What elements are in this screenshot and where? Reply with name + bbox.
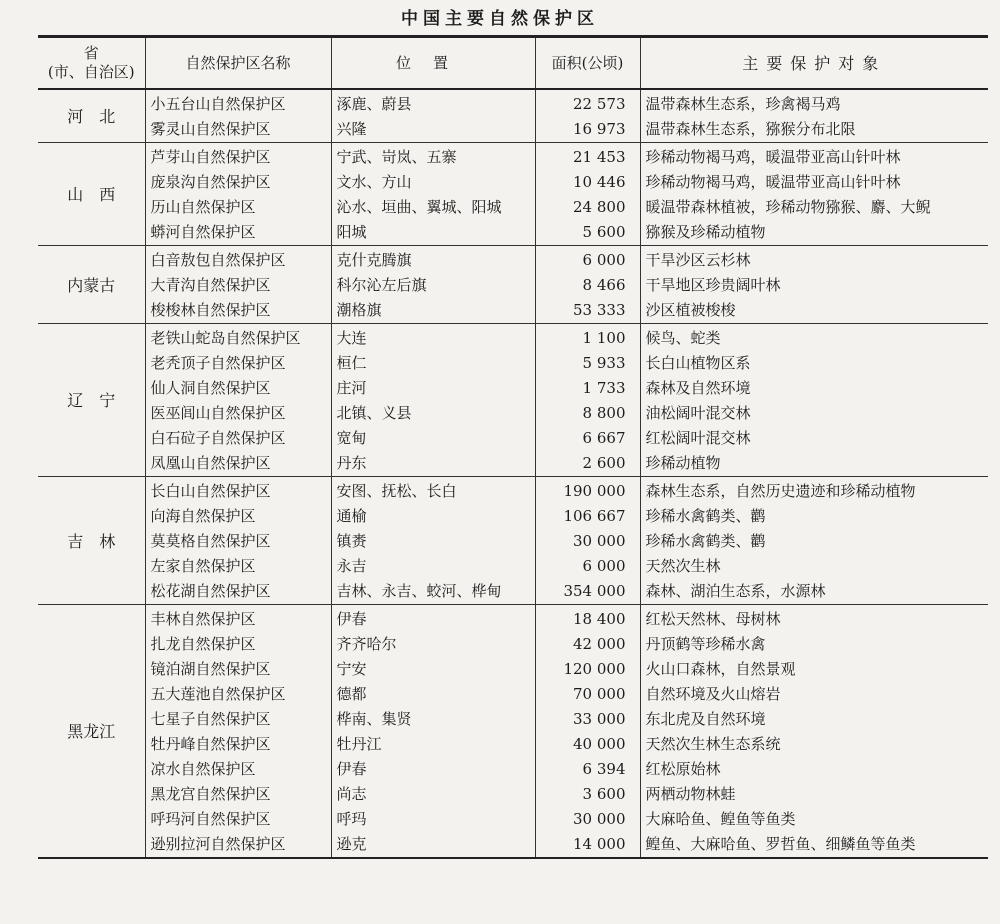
table-row <box>38 632 988 657</box>
table-row <box>38 426 988 451</box>
reserve-name-cell: 小五台山自然保护区 <box>145 89 331 117</box>
area-cell: 354 000 <box>535 579 640 605</box>
protected-objects-cell: 丹顶鹤等珍稀水禽 <box>640 632 988 657</box>
protected-objects-cell: 暖温带森林植被，珍稀动物猕猴、麝、大鲵 <box>640 195 988 220</box>
table-row <box>38 451 988 477</box>
protected-objects-cell: 温带森林生态系，猕猴分布北限 <box>640 117 988 143</box>
reserve-name-cell: 镜泊湖自然保护区 <box>145 657 331 682</box>
table-row <box>38 782 988 807</box>
table-row <box>38 529 988 554</box>
table-row <box>38 554 988 579</box>
reserve-name-cell: 蟒河自然保护区 <box>145 220 331 246</box>
location-cell: 丹东 <box>331 451 535 477</box>
reserve-name-cell: 牡丹峰自然保护区 <box>145 732 331 757</box>
table-row <box>38 401 988 426</box>
reserve-name-cell: 仙人洞自然保护区 <box>145 376 331 401</box>
location-column-header: 位置 <box>331 37 535 89</box>
protected-objects-cell: 珍稀水禽鹤类、鹳 <box>640 504 988 529</box>
area-cell: 3 600 <box>535 782 640 807</box>
reserve-name-cell: 五大莲池自然保护区 <box>145 682 331 707</box>
area-cell: 18 400 <box>535 604 640 632</box>
location-cell: 宁武、岢岚、五寨 <box>331 142 535 170</box>
table-row <box>38 323 988 351</box>
protected-objects-cell: 红松原始林 <box>640 757 988 782</box>
reserve-name-cell: 黑龙宫自然保护区 <box>145 782 331 807</box>
table-row <box>38 245 988 273</box>
location-cell: 尚志 <box>331 782 535 807</box>
nature-reserves-table <box>38 35 988 859</box>
table-row <box>38 604 988 632</box>
protected-objects-cell: 火山口森林，自然景观 <box>640 657 988 682</box>
location-cell: 庄河 <box>331 376 535 401</box>
table-row <box>38 273 988 298</box>
area-cell: 42 000 <box>535 632 640 657</box>
area-cell: 2 600 <box>535 451 640 477</box>
location-cell: 通榆 <box>331 504 535 529</box>
reserve-name-cell: 历山自然保护区 <box>145 195 331 220</box>
table-header <box>38 37 988 89</box>
province-cell: 河 北 <box>38 89 145 143</box>
reserve-name-cell: 凉水自然保护区 <box>145 757 331 782</box>
location-cell: 兴隆 <box>331 117 535 143</box>
area-cell: 30 000 <box>535 529 640 554</box>
table-row <box>38 89 988 117</box>
area-cell: 21 453 <box>535 142 640 170</box>
protected-objects-cell: 东北虎及自然环境 <box>640 707 988 732</box>
province-cell: 辽 宁 <box>38 323 145 476</box>
protected-objects-cell: 红松天然林、母树林 <box>640 604 988 632</box>
protected-objects-cell: 珍稀动物褐马鸡，暖温带亚高山针叶林 <box>640 170 988 195</box>
area-cell: 8 800 <box>535 401 640 426</box>
area-cell: 120 000 <box>535 657 640 682</box>
province-header-line2: (市、自治区) <box>47 62 135 81</box>
table-row <box>38 351 988 376</box>
location-cell: 宽甸 <box>331 426 535 451</box>
area-cell: 190 000 <box>535 476 640 504</box>
area-cell: 5 600 <box>535 220 640 246</box>
protected-objects-cell: 珍稀动植物 <box>640 451 988 477</box>
protected-objects-cell: 候鸟、蛇类 <box>640 323 988 351</box>
area-column-header: 面积(公顷) <box>535 37 640 89</box>
reserve-name-cell: 呼玛河自然保护区 <box>145 807 331 832</box>
province-column-header <box>38 37 145 89</box>
reserve-name-cell: 医巫闾山自然保护区 <box>145 401 331 426</box>
table-row <box>38 504 988 529</box>
location-cell: 吉林、永吉、蛟河、桦甸 <box>331 579 535 605</box>
table-row <box>38 682 988 707</box>
protected-objects-cell: 自然环境及火山熔岩 <box>640 682 988 707</box>
reserve-name-cell: 丰林自然保护区 <box>145 604 331 632</box>
area-cell: 30 000 <box>535 807 640 832</box>
province-cell: 吉 林 <box>38 476 145 604</box>
location-cell: 潮格旗 <box>331 298 535 324</box>
location-cell: 齐齐哈尔 <box>331 632 535 657</box>
area-cell: 6 394 <box>535 757 640 782</box>
table-row <box>38 376 988 401</box>
reserve-name-cell: 凤凰山自然保护区 <box>145 451 331 477</box>
area-cell: 8 466 <box>535 273 640 298</box>
location-cell: 大连 <box>331 323 535 351</box>
protected-objects-cell: 沙区植被梭梭 <box>640 298 988 324</box>
area-cell: 33 000 <box>535 707 640 732</box>
location-cell: 牡丹江 <box>331 732 535 757</box>
area-cell: 1 100 <box>535 323 640 351</box>
area-cell: 22 573 <box>535 89 640 117</box>
table-row <box>38 657 988 682</box>
area-cell: 14 000 <box>535 832 640 858</box>
reserve-name-cell: 左家自然保护区 <box>145 554 331 579</box>
table-row <box>38 732 988 757</box>
reserve-name-cell: 莫莫格自然保护区 <box>145 529 331 554</box>
page-title: 中国主要自然保护区 <box>401 9 599 29</box>
table-row <box>38 579 988 605</box>
table-row <box>38 807 988 832</box>
reserve-name-cell: 七星子自然保护区 <box>145 707 331 732</box>
table-row <box>38 220 988 246</box>
area-cell: 6 000 <box>535 554 640 579</box>
reserve-name-cell: 逊别拉河自然保护区 <box>145 832 331 858</box>
protected-objects-cell: 大麻哈鱼、鳇鱼等鱼类 <box>640 807 988 832</box>
protected-objects-cell: 森林生态系，自然历史遗迹和珍稀动植物 <box>640 476 988 504</box>
protected-objects-cell: 干旱沙区云杉林 <box>640 245 988 273</box>
province-cell: 黑龙江 <box>38 604 145 858</box>
location-cell: 永吉 <box>331 554 535 579</box>
protected-objects-cell: 森林、湖泊生态系，水源林 <box>640 579 988 605</box>
protected-objects-cell: 珍稀动物褐马鸡，暖温带亚高山针叶林 <box>640 142 988 170</box>
province-cell: 山 西 <box>38 142 145 245</box>
location-cell: 镇赉 <box>331 529 535 554</box>
area-cell: 5 933 <box>535 351 640 376</box>
location-cell: 沁水、垣曲、翼城、阳城 <box>331 195 535 220</box>
table-row <box>38 195 988 220</box>
objects-column-header: 主要保护对象 <box>640 37 988 89</box>
table-body <box>38 89 988 858</box>
location-cell: 德都 <box>331 682 535 707</box>
table-row <box>38 832 988 858</box>
location-cell: 逊克 <box>331 832 535 858</box>
reserve-name-cell: 芦芽山自然保护区 <box>145 142 331 170</box>
reserve-name-cell: 长白山自然保护区 <box>145 476 331 504</box>
table-row <box>38 707 988 732</box>
reserve-name-cell: 老秃顶子自然保护区 <box>145 351 331 376</box>
area-cell: 40 000 <box>535 732 640 757</box>
protected-objects-cell: 天然次生林 <box>640 554 988 579</box>
location-cell: 文水、方山 <box>331 170 535 195</box>
area-cell: 106 667 <box>535 504 640 529</box>
protected-objects-cell: 干旱地区珍贵阔叶林 <box>640 273 988 298</box>
table-row <box>38 757 988 782</box>
location-cell: 伊春 <box>331 604 535 632</box>
reserve-name-cell: 雾灵山自然保护区 <box>145 117 331 143</box>
location-cell: 科尔沁左后旗 <box>331 273 535 298</box>
table-row <box>38 298 988 324</box>
reserve-name-cell: 大青沟自然保护区 <box>145 273 331 298</box>
area-cell: 24 800 <box>535 195 640 220</box>
protected-objects-cell: 鳇鱼、大麻哈鱼、罗哲鱼、细鳞鱼等鱼类 <box>640 832 988 858</box>
location-cell: 阳城 <box>331 220 535 246</box>
protected-objects-cell: 油松阔叶混交林 <box>640 401 988 426</box>
protected-objects-cell: 猕猴及珍稀动植物 <box>640 220 988 246</box>
area-cell: 6 000 <box>535 245 640 273</box>
location-cell: 涿鹿、蔚县 <box>331 89 535 117</box>
protected-objects-cell: 红松阔叶混交林 <box>640 426 988 451</box>
reserve-name-cell: 白石砬子自然保护区 <box>145 426 331 451</box>
location-cell: 桓仁 <box>331 351 535 376</box>
table-row <box>38 476 988 504</box>
area-cell: 6 667 <box>535 426 640 451</box>
table-row <box>38 170 988 195</box>
reserve-name-cell: 老铁山蛇岛自然保护区 <box>145 323 331 351</box>
protected-objects-cell: 天然次生林生态系统 <box>640 732 988 757</box>
location-cell: 桦南、集贤 <box>331 707 535 732</box>
location-cell: 克什克腾旗 <box>331 245 535 273</box>
protected-objects-cell: 森林及自然环境 <box>640 376 988 401</box>
reserve-name-cell: 扎龙自然保护区 <box>145 632 331 657</box>
location-cell: 北镇、义县 <box>331 401 535 426</box>
area-cell: 10 446 <box>535 170 640 195</box>
table-row <box>38 142 988 170</box>
area-cell: 53 333 <box>535 298 640 324</box>
area-cell: 1 733 <box>535 376 640 401</box>
location-cell: 宁安 <box>331 657 535 682</box>
reserve-name-cell: 庞泉沟自然保护区 <box>145 170 331 195</box>
table-row <box>38 117 988 143</box>
area-cell: 70 000 <box>535 682 640 707</box>
protected-objects-cell: 长白山植物区系 <box>640 351 988 376</box>
reserve-name-cell: 松花湖自然保护区 <box>145 579 331 605</box>
location-cell: 呼玛 <box>331 807 535 832</box>
reserve-name-cell: 白音敖包自然保护区 <box>145 245 331 273</box>
reserve-name-cell: 向海自然保护区 <box>145 504 331 529</box>
reserve-name-cell: 梭梭林自然保护区 <box>145 298 331 324</box>
area-cell: 16 973 <box>535 117 640 143</box>
province-header-line1: 省 <box>83 43 99 62</box>
protected-objects-cell: 两栖动物林蛙 <box>640 782 988 807</box>
location-cell: 安图、抚松、长白 <box>331 476 535 504</box>
name-column-header: 自然保护区名称 <box>145 37 331 89</box>
protected-objects-cell: 温带森林生态系，珍禽褐马鸡 <box>640 89 988 117</box>
province-cell: 内蒙古 <box>38 245 145 323</box>
protected-objects-cell: 珍稀水禽鹤类、鹳 <box>640 529 988 554</box>
location-cell: 伊春 <box>331 757 535 782</box>
